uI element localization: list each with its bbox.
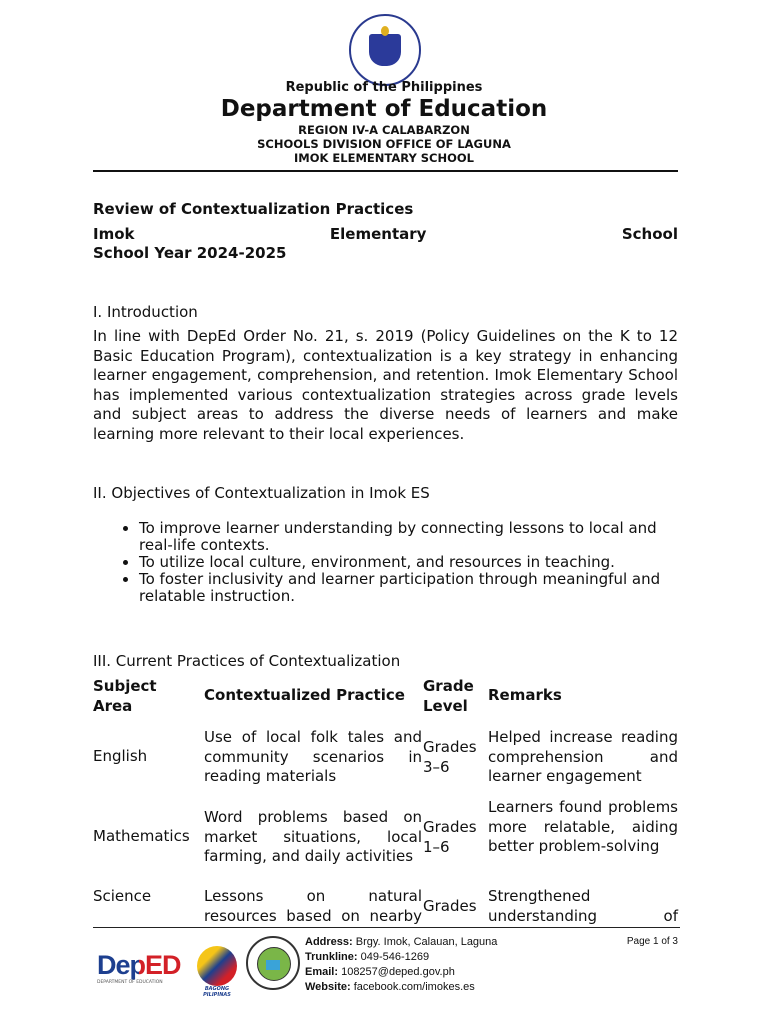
bagong-pilipinas-logo: [192, 942, 242, 997]
footer-contact: [305, 935, 497, 995]
website-label: Website:: [305, 981, 351, 993]
remarks-cell: Learners found problems more relatable, aiding better problem-solving: [488, 798, 678, 855]
document-title: Review of Contextualization Practices: [93, 200, 414, 218]
school-seal-logo: [246, 936, 300, 990]
column-header: Grade Level: [423, 677, 474, 715]
grade-cell: Grades 1–6: [423, 818, 477, 856]
objective-item: • To improve learner understanding by connecting lessons to local and real-life contexts.: [139, 520, 678, 554]
column-header: Contextualized Practice: [204, 686, 405, 704]
republic-text: Republic of the Philippines: [285, 80, 483, 95]
column-header: Remarks: [488, 686, 562, 704]
deped-logo: [97, 950, 185, 990]
school-year: School Year 2024-2025: [93, 244, 287, 262]
page-number: Page 1 of 3: [626, 936, 678, 947]
email-link[interactable]: 108257@deped.gov.ph: [341, 966, 455, 978]
website-link[interactable]: facebook.com/imokes.es: [353, 981, 475, 993]
remarks-cell: Strengthened understanding of: [488, 887, 678, 925]
email-label: Email:: [305, 966, 339, 978]
subject-cell: Mathematics: [93, 827, 190, 845]
remarks-cell: Helped increase reading comprehension and learner engagement: [488, 728, 678, 785]
practice-cell: Use of local folk tales and community scenarios in reading materials: [204, 728, 422, 785]
address-label: Address:: [305, 936, 353, 948]
column-header: Subject Area: [93, 677, 157, 715]
intro-heading: I. Introduction: [93, 303, 198, 321]
school-text: IMOK ELEMENTARY SCHOOL: [293, 151, 474, 165]
title-word: Imok: [93, 225, 135, 243]
practices-heading: III. Current Practices of Contextualization: [93, 652, 401, 670]
intro-body: In line with DepEd Order No. 21, s. 2019 (Policy Guidelines on the K to 12 Basic Education Program), contextualization is a key strategy in enhancing learner engagement, comprehension, and retention. Imok Elementary School has implemented various contextualization strategies across grade levels and subject areas to address the diverse needs of learners and make learning more relevant to their local experiences.: [93, 327, 678, 443]
department-title: Department of Education: [220, 96, 548, 122]
practice-cell: Lessons on natural resources based on nearby: [204, 887, 422, 925]
trunkline-value: 049-546-1269: [360, 951, 430, 963]
bagong-pilipinas-text: BAGONG PILIPINAS: [203, 986, 231, 998]
deped-logo-text: DepED: [97, 950, 181, 980]
address-value: Brgy. Imok, Calauan, Laguna: [355, 936, 498, 948]
objective-item: • To foster inclusivity and learner participation through meaningful and relatable instruction.: [139, 571, 678, 605]
grade-cell: Grades 3–6: [423, 738, 477, 776]
subject-cell: English: [93, 747, 148, 765]
objective-item: • To utilize local culture, environment, and resources in teaching.: [139, 554, 678, 571]
objectives-heading: II. Objectives of Contextualization in Imok ES: [93, 484, 430, 502]
title-word: Elementary: [329, 225, 427, 243]
region-text: REGION IV-A CALABARZON: [298, 123, 470, 137]
subject-cell: Science: [93, 887, 152, 905]
practice-cell: Word problems based on market situations, local farming, and daily activities: [204, 808, 422, 865]
trunkline-label: Trunkline:: [305, 951, 358, 963]
footer-divider: [93, 927, 680, 928]
grade-cell: Grades: [423, 897, 477, 915]
deped-logo-subtext: DEPARTMENT OF EDUCATION: [97, 980, 163, 985]
division-text: SCHOOLS DIVISION OFFICE OF LAGUNA: [257, 137, 511, 151]
title-word: School: [621, 225, 678, 243]
